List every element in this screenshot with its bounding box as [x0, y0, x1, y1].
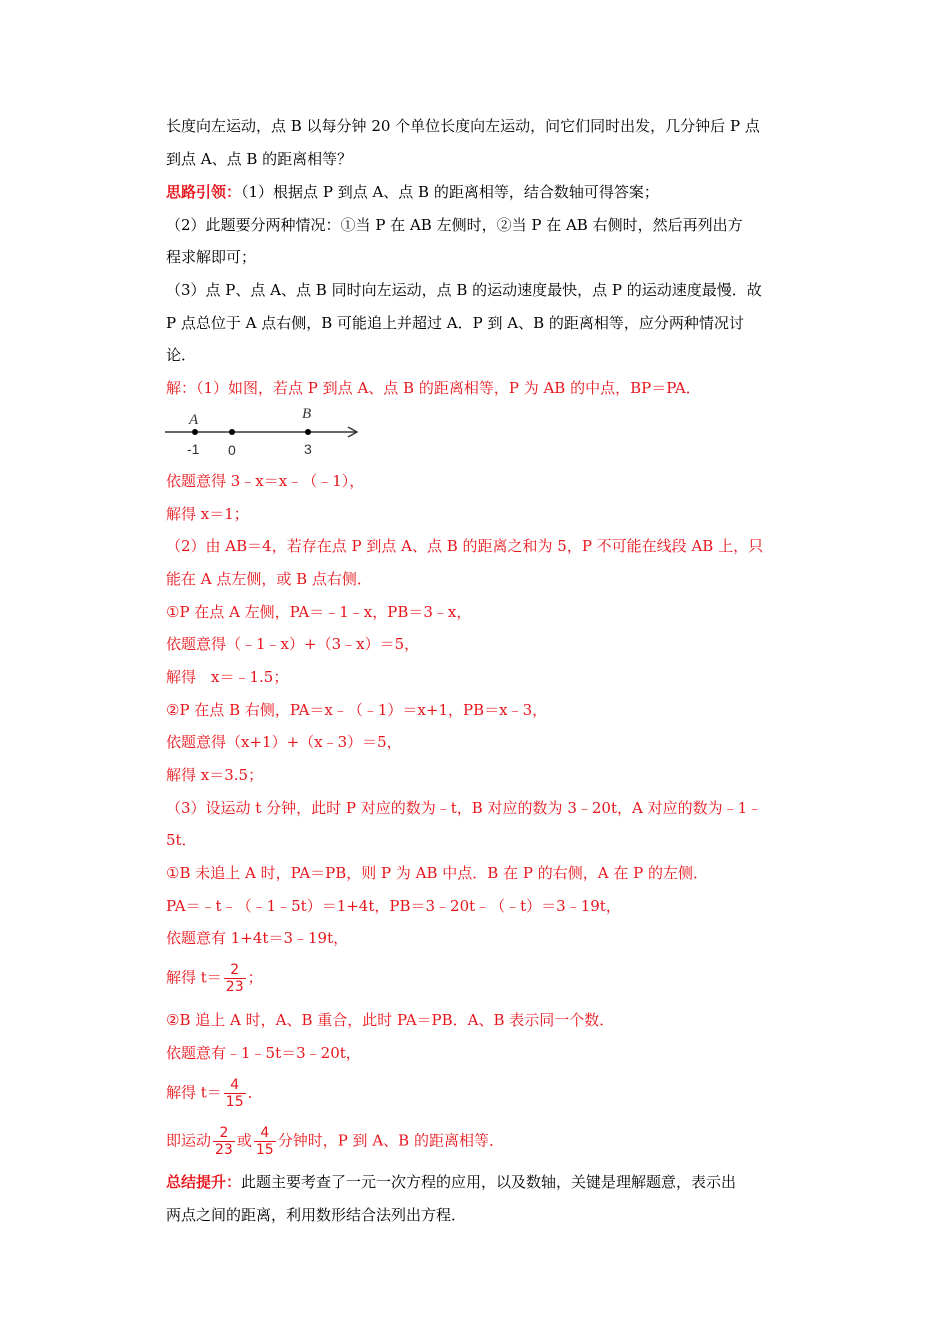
hint-paragraph-3c: 论．: [166, 346, 197, 364]
hint-paragraph-2b: 程求解即可；: [166, 248, 257, 266]
fraction-numerator: 4: [230, 1077, 240, 1093]
solution-line-9: ②P 在点 B 右侧，PA＝x﹣（﹣1）＝x+1，PB＝x﹣3，: [166, 701, 548, 719]
fraction-denominator: 23: [225, 979, 244, 995]
solution-line-1: 解：（1）如图，若点 P 到点 A、点 B 的距离相等，P 为 AB 的中点，BP＝PA．: [166, 379, 701, 397]
label-b: B: [302, 406, 312, 422]
summary-paragraph-2: 两点之间的距离，利用数形结合法列出方程．: [166, 1206, 467, 1224]
tick-label-b: 3: [304, 441, 312, 457]
solution-line-18: ②B 追上 A 时，A、B 重合，此时 PA＝PB．A、B 表示同一个数．: [166, 1011, 615, 1029]
fraction-4-15: [254, 1125, 276, 1158]
solution-line-6: ①P 在点 A 左侧，PA＝﹣1﹣x，PB＝3﹣x，: [166, 603, 472, 621]
solution-line-17: [166, 962, 263, 995]
hint-paragraph-3a: （3）点 P、点 A、点 B 同时向左运动，点 B 的运动速度最快，点 P 的运动速度最慢．故: [166, 281, 762, 299]
fraction-denominator: 15: [255, 1142, 274, 1158]
solution-line-4: （2）由 AB＝4，若存在点 P 到点 A、点 B 的距离之和为 5，P 不可能在线段 AB 上，只: [166, 537, 764, 555]
tick-label-origin: 0: [228, 442, 236, 458]
solution-line-13: 5t．: [166, 831, 197, 849]
fraction-numerator: 2: [219, 1125, 229, 1141]
label-a: A: [189, 412, 199, 428]
point-b-dot: [305, 429, 311, 435]
solve-text-t1: 解得 t＝: [166, 968, 222, 987]
fraction-4-15: [224, 1077, 246, 1110]
conclusion-suffix: 分钟时，P 到 A、B 的距离相等．: [277, 1131, 504, 1150]
solve-text-end: ．: [247, 1083, 263, 1102]
solution-conclusion: [166, 1125, 504, 1158]
problem-line-1: 长度向左运动，点 B 以每分钟 20 个单位长度向左运动，问它们同时出发，几分钟后 P 点: [166, 117, 760, 135]
summary-label: 总结提升：: [166, 1173, 242, 1191]
conclusion-or: 或: [236, 1131, 252, 1150]
conclusion-prefix: 即运动: [166, 1131, 212, 1150]
solution-line-2: 依题意得 3﹣x＝x﹣（﹣1），: [166, 472, 365, 490]
solution-line-8: 解得 x＝﹣1.5；: [166, 668, 289, 686]
solution-line-7: 依题意得（﹣1﹣x）+（3﹣x）＝5，: [166, 635, 420, 653]
solution-line-3: 解得 x＝1；: [166, 505, 249, 523]
number-line-figure: [160, 402, 365, 460]
solution-line-10: 依题意得（x+1）+（x﹣3）＝5，: [166, 733, 402, 751]
solution-line-20: [166, 1077, 263, 1110]
point-a-dot: [192, 429, 198, 435]
hint-text-1: （1）根据点 P 到点 A、点 B 的距离相等，结合数轴可得答案；: [241, 183, 659, 201]
point-origin-dot: [229, 429, 235, 435]
fraction-numerator: 2: [230, 962, 240, 978]
solution-line-16: 依题意有 1+4t＝3﹣19t，: [166, 929, 349, 947]
solve-text-end: ；: [247, 968, 263, 987]
fraction-denominator: 15: [225, 1094, 244, 1110]
solve-text-t2: 解得 t＝: [166, 1083, 222, 1102]
hint-label: 思路引领：: [166, 183, 242, 201]
hint-paragraph-3b: P 点总位于 A 点右侧，B 可能追上并超过 A．P 到 A、B 的距离相等，应分两种情况讨: [166, 314, 744, 332]
summary-paragraph-1: [166, 1172, 736, 1192]
fraction-2-23: [224, 962, 246, 995]
solution-line-11: 解得 x＝3.5；: [166, 766, 264, 784]
solution-line-12: （3）设运动 t 分钟，此时 P 对应的数为﹣t，B 对应的数为 3﹣20t，A 对应的数为﹣1﹣: [166, 799, 763, 817]
solution-line-19: 依题意有﹣1﹣5t＝3﹣20t，: [166, 1044, 361, 1062]
hint-paragraph-2a: （2）此题要分两种情况：①当 P 在 AB 左侧时，②当 P 在 AB 右侧时，然后再列出方: [166, 216, 743, 234]
summary-text-1: 此题主要考查了一元一次方程的应用，以及数轴，关键是理解题意，表示出: [241, 1173, 737, 1191]
fraction-2-23: [213, 1125, 235, 1158]
solution-line-15: PA＝﹣t﹣（﹣1﹣5t）＝1+4t，PB＝3﹣20t﹣（﹣t）＝3﹣19t，: [166, 897, 621, 915]
problem-line-2: 到点 A、点 B 的距离相等？: [166, 150, 353, 168]
solution-line-14: ①B 未追上 A 时，PA＝PB，则 P 为 AB 中点．B 在 P 的右侧，A 在 P 的左侧．: [166, 864, 708, 882]
fraction-numerator: 4: [260, 1125, 270, 1141]
solution-line-5: 能在 A 点左侧，或 B 点右侧．: [166, 570, 372, 588]
fraction-denominator: 23: [215, 1142, 233, 1158]
tick-label-a: -1: [187, 441, 200, 457]
hint-paragraph-1: [166, 182, 659, 202]
